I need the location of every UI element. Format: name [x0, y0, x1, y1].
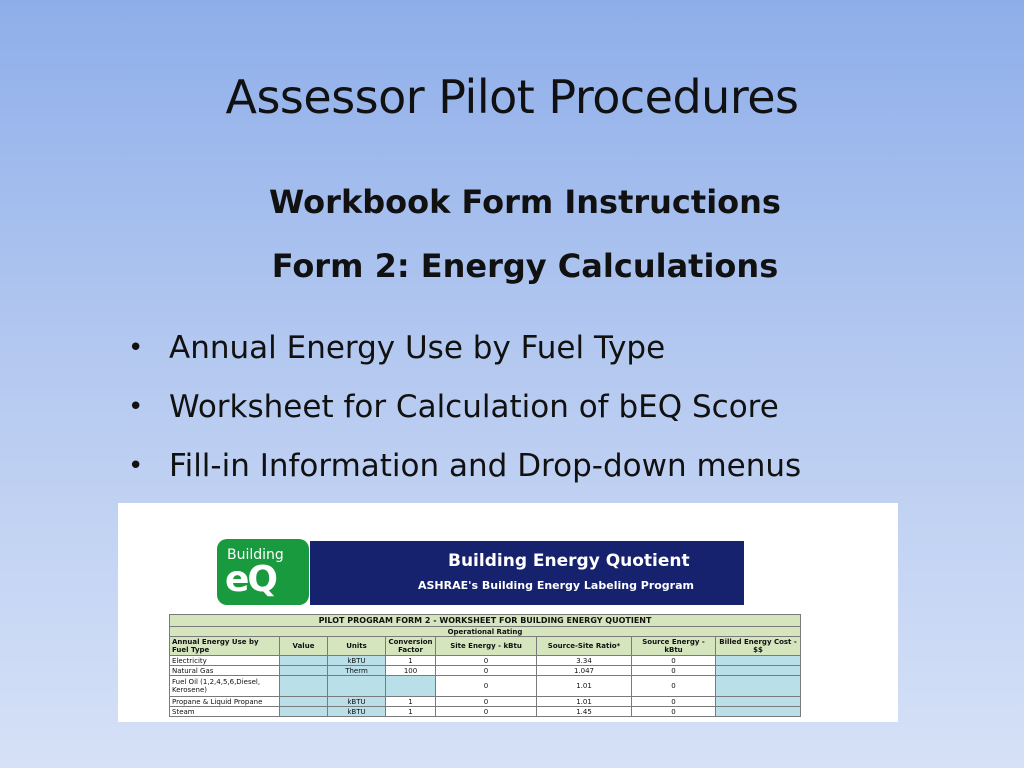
billed-cost-input-cell[interactable] — [716, 697, 801, 707]
column-header: Source-Site Ratio* — [537, 637, 632, 656]
subtitle-workbook: Workbook Form Instructions — [269, 183, 781, 221]
table-row — [170, 676, 801, 697]
table-row — [170, 697, 801, 707]
value-input-cell[interactable] — [280, 656, 328, 666]
energy-worksheet-table — [169, 614, 801, 717]
header-banner — [310, 541, 744, 605]
column-header: Site Energy - kBtu — [436, 637, 537, 656]
column-header: Source Energy - kBtu — [632, 637, 716, 656]
conversion-factor-cell — [386, 676, 436, 697]
value-input-cell[interactable] — [280, 697, 328, 707]
operational-rating-label: Operational Rating — [170, 627, 801, 637]
bullet-icon: • — [128, 451, 144, 481]
table-row — [170, 666, 801, 676]
fuel-type-cell: Natural Gas — [170, 666, 280, 676]
fuel-type-cell: Propane & Liquid Propane — [170, 697, 280, 707]
bullet-text: Annual Energy Use by Fuel Type — [169, 330, 666, 366]
column-header: Value — [280, 637, 328, 656]
source-energy-cell: 0 — [632, 666, 716, 676]
banner-title: Building Energy Quotient — [448, 551, 690, 571]
fuel-type-cell: Fuel Oil (1,2,4,5,6,Diesel, Kerosene) — [170, 676, 280, 697]
site-energy-cell: 0 — [436, 676, 537, 697]
source-energy-cell: 0 — [632, 697, 716, 707]
source-site-ratio-cell: 1.45 — [537, 707, 632, 717]
site-energy-cell: 0 — [436, 666, 537, 676]
logo-line1: Building — [227, 547, 284, 563]
fuel-type-cell: Steam — [170, 707, 280, 717]
table-header-row — [170, 637, 801, 656]
conversion-factor-cell: 100 — [386, 666, 436, 676]
conversion-factor-cell: 1 — [386, 707, 436, 717]
units-dropdown-cell[interactable]: Therm — [328, 666, 386, 676]
table-row — [170, 707, 801, 717]
bullet-text: Fill-in Information and Drop-down menus — [169, 448, 802, 484]
source-site-ratio-cell: 1.047 — [537, 666, 632, 676]
bullet-list — [128, 326, 801, 503]
value-input-cell[interactable] — [280, 707, 328, 717]
column-header: Conversion Factor — [386, 637, 436, 656]
units-dropdown-cell[interactable]: kBTU — [328, 697, 386, 707]
source-energy-cell: 0 — [632, 676, 716, 697]
site-energy-cell: 0 — [436, 707, 537, 717]
banner-subtitle: ASHRAE's Building Energy Labeling Program — [418, 579, 694, 592]
column-header: Units — [328, 637, 386, 656]
table-row — [170, 656, 801, 666]
conversion-factor-cell: 1 — [386, 697, 436, 707]
logo-line2: eQ — [225, 559, 277, 600]
worksheet-title: PILOT PROGRAM FORM 2 - WORKSHEET FOR BUILDING ENERGY QUOTIENT — [170, 615, 801, 627]
bullet-item — [128, 385, 801, 444]
units-dropdown-cell[interactable]: kBTU — [328, 656, 386, 666]
units-dropdown-cell[interactable]: kBTU — [328, 707, 386, 717]
site-energy-cell: 0 — [436, 656, 537, 666]
bullet-text: Worksheet for Calculation of bEQ Score — [169, 389, 779, 425]
bullet-item — [128, 444, 801, 503]
bullet-icon: • — [128, 333, 144, 363]
fuel-type-cell: Electricity — [170, 656, 280, 666]
source-energy-cell: 0 — [632, 707, 716, 717]
source-energy-cell: 0 — [632, 656, 716, 666]
worksheet-screenshot — [118, 503, 898, 722]
conversion-factor-cell: 1 — [386, 656, 436, 666]
units-dropdown-cell[interactable] — [328, 676, 386, 697]
source-site-ratio-cell: 3.34 — [537, 656, 632, 666]
value-input-cell[interactable] — [280, 666, 328, 676]
building-eq-logo — [217, 539, 309, 605]
billed-cost-input-cell[interactable] — [716, 666, 801, 676]
slide-title: Assessor Pilot Procedures — [225, 70, 799, 124]
billed-cost-input-cell[interactable] — [716, 656, 801, 666]
value-input-cell[interactable] — [280, 676, 328, 697]
bullet-item — [128, 326, 801, 385]
source-site-ratio-cell: 1.01 — [537, 676, 632, 697]
column-header: Annual Energy Use by Fuel Type — [170, 637, 280, 656]
billed-cost-input-cell[interactable] — [716, 676, 801, 697]
bullet-icon: • — [128, 392, 144, 422]
billed-cost-input-cell[interactable] — [716, 707, 801, 717]
source-site-ratio-cell: 1.01 — [537, 697, 632, 707]
subtitle-form: Form 2: Energy Calculations — [271, 247, 779, 285]
column-header: Billed Energy Cost - $$ — [716, 637, 801, 656]
site-energy-cell: 0 — [436, 697, 537, 707]
